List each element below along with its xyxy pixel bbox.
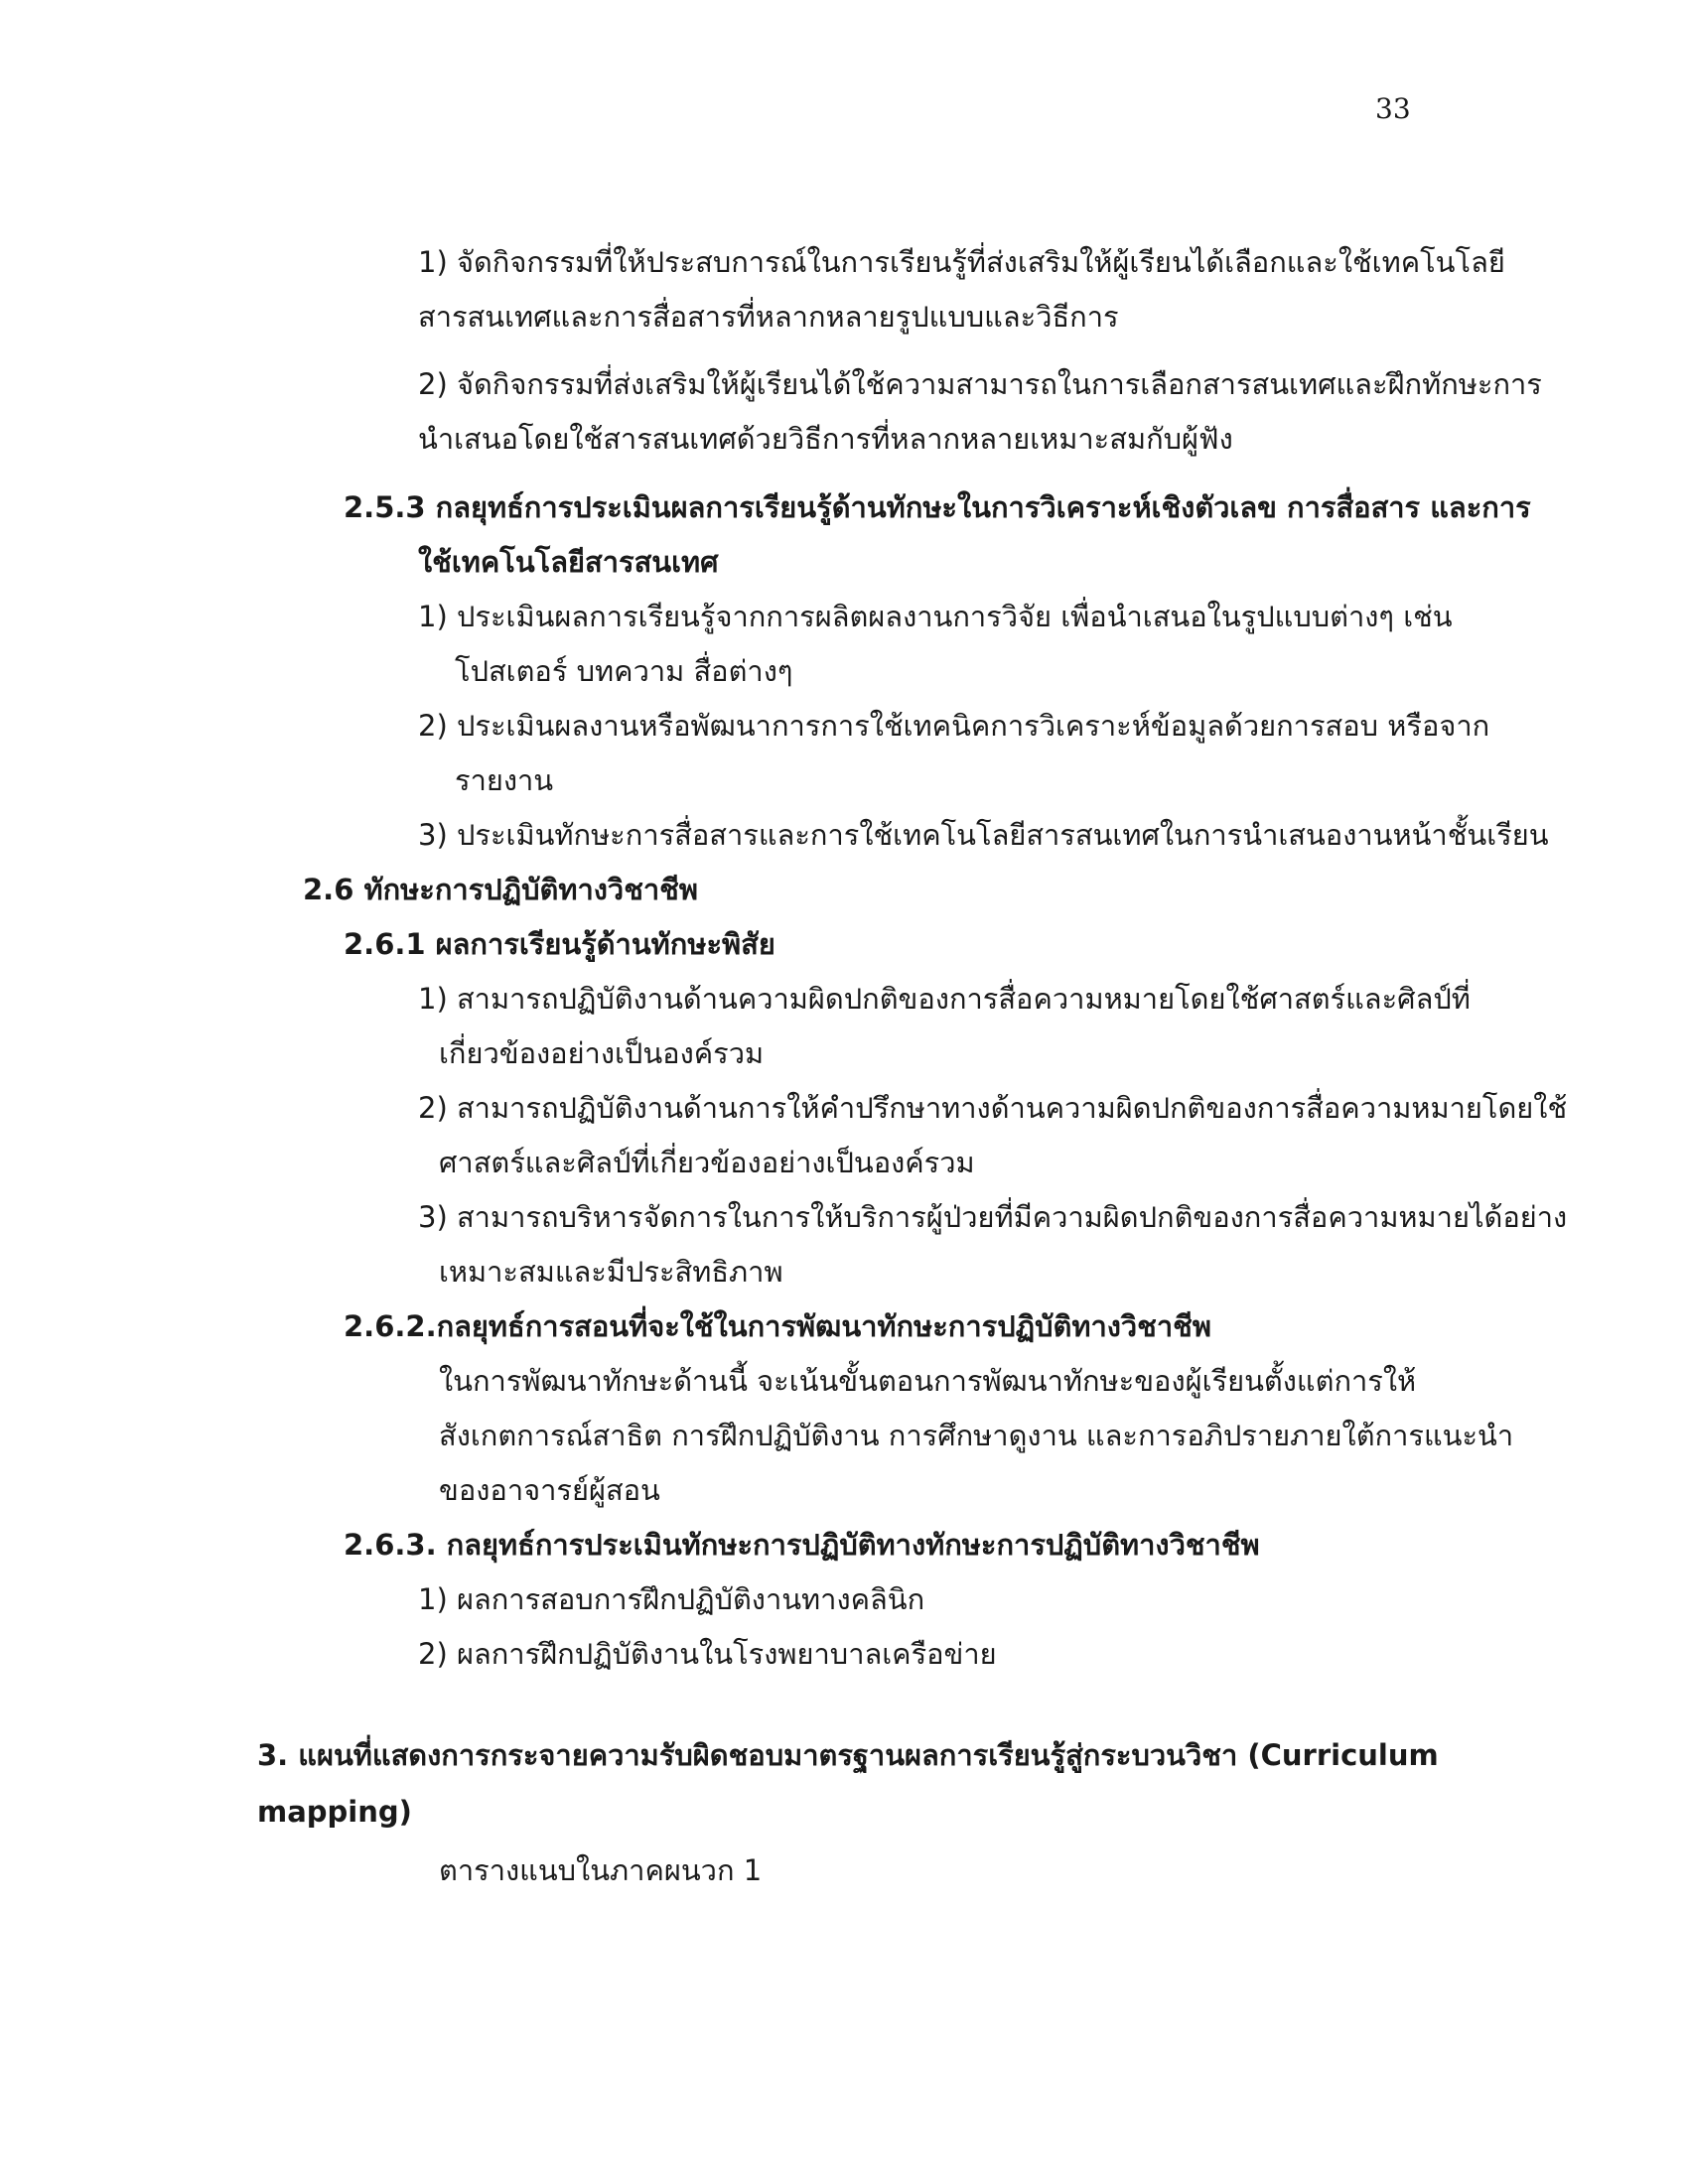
sec-253-item3-line1: 3) ประเมินทักษะการสื่อสารและการใช้เทคโนโลยีสารสนเทศในการนำเสนองานหน้าชั้นเรียน: [418, 818, 1549, 852]
sec-262-para-line3: ของอาจารย์ผู้สอน: [439, 1473, 660, 1507]
sec-262-para-line1: ในการพัฒนาทักษะด้านนี้ จะเน้นขั้นตอนการพัฒนาทักษะของผู้เรียนตั้งแต่การให้: [439, 1364, 1417, 1398]
sec-253-item1-line2: โปสเตอร์ บทความ สื่อต่างๆ: [455, 654, 793, 688]
sec-252-item2-line2: นำเสนอโดยใช้สารสนเทศด้วยวิธีการที่หลากหลายเหมาะสมกับผู้ฟัง: [418, 422, 1233, 456]
sec-253-item2-line1: 2) ประเมินผลงานหรือพัฒนาการการใช้เทคนิคการวิเคราะห์ข้อมูลด้วยการสอบ หรือจาก: [418, 709, 1490, 743]
sec-3-heading-line2: mapping): [257, 1795, 412, 1829]
sec-263-item1: 1) ผลการสอบการฝึกปฏิบัติงานทางคลินิก: [418, 1582, 925, 1616]
sec-261-item1-line2: เกี่ยวข้องอย่างเป็นองค์รวม: [439, 1036, 765, 1070]
sec-263-item2: 2) ผลการฝึกปฏิบัติงานในโรงพยาบาลเครือข่าย: [418, 1637, 997, 1671]
sec-261-item2-line2: ศาสตร์และศิลป์ที่เกี่ยวข้องอย่างเป็นองค์รวม: [439, 1146, 975, 1179]
sec-261-item2-line1: 2) สามารถปฏิบัติงานด้านการให้คำปรึกษาทางด้านความผิดปกติของการสื่อความหมายโดยใช้: [418, 1091, 1568, 1125]
sec-253-item1-line1: 1) ประเมินผลการเรียนรู้จากการผลิตผลงานการวิจัย เพื่อนำเสนอในรูปแบบต่างๆ เช่น: [418, 600, 1453, 633]
sec-252-item1-line2: สารสนเทศและการสื่อสารที่หลากหลายรูปแบบและวิธีการ: [418, 300, 1119, 334]
sec-262-para-line2: สังเกตการณ์สาธิต การฝึกปฏิบัติงาน การศึกษาดูงาน และการอภิปรายภายใต้การแนะนำ: [439, 1419, 1514, 1452]
sec-261-item3-line1: 3) สามารถบริหารจัดการในการให้บริการผู้ป่วยที่มีความผิดปกติของการสื่อความหมายได้อย่าง: [418, 1200, 1568, 1234]
sec-263-heading: 2.6.3. กลยุทธ์การประเมินทักษะการปฏิบัติทางทักษะการปฏิบัติทางวิชาชีพ: [344, 1528, 1260, 1562]
sec-3-note: ตารางแนบในภาคผนวก 1: [439, 1853, 763, 1887]
sec-262-heading: 2.6.2.กลยุทธ์การสอนที่จะใช้ในการพัฒนาทักษะการปฏิบัติทางวิชาชีพ: [344, 1309, 1211, 1343]
sec-253-heading-line1: 2.5.3 กลยุทธ์การประเมินผลการเรียนรู้ด้านทักษะในการวิเคราะห์เชิงตัวเลข การสื่อสาร และการ: [344, 490, 1531, 524]
sec-3-heading-line1: 3. แผนที่แสดงการกระจายความรับผิดชอบมาตรฐานผลการเรียนรู้สู่กระบวนวิชา (Curriculum: [257, 1738, 1439, 1772]
sec-253-item2-line2: รายงาน: [455, 763, 554, 797]
sec-261-item3-line2: เหมาะสมและมีประสิทธิภาพ: [439, 1255, 783, 1289]
page-number: 33: [1375, 92, 1411, 125]
sec-261-heading: 2.6.1 ผลการเรียนรู้ด้านทักษะพิสัย: [344, 927, 775, 961]
sec-261-item1-line1: 1) สามารถปฏิบัติงานด้านความผิดปกติของการสื่อความหมายโดยใช้ศาสตร์และศิลป์ที่: [418, 982, 1471, 1016]
sec-253-heading-line2: ใช้เทคโนโลยีสารสนเทศ: [418, 545, 719, 579]
sec-252-item1-line1: 1) จัดกิจกรรมที่ให้ประสบการณ์ในการเรียนรู้ที่ส่งเสริมให้ผู้เรียนได้เลือกและใช้เทคโนโลยี: [418, 245, 1505, 279]
sec-252-item2-line1: 2) จัดกิจกรรมที่ส่งเสริมให้ผู้เรียนได้ใช้ความสามารถในการเลือกสารสนเทศและฝึกทักษะการ: [418, 367, 1542, 401]
sec-26-heading: 2.6 ทักษะการปฏิบัติทางวิชาชีพ: [303, 873, 698, 906]
